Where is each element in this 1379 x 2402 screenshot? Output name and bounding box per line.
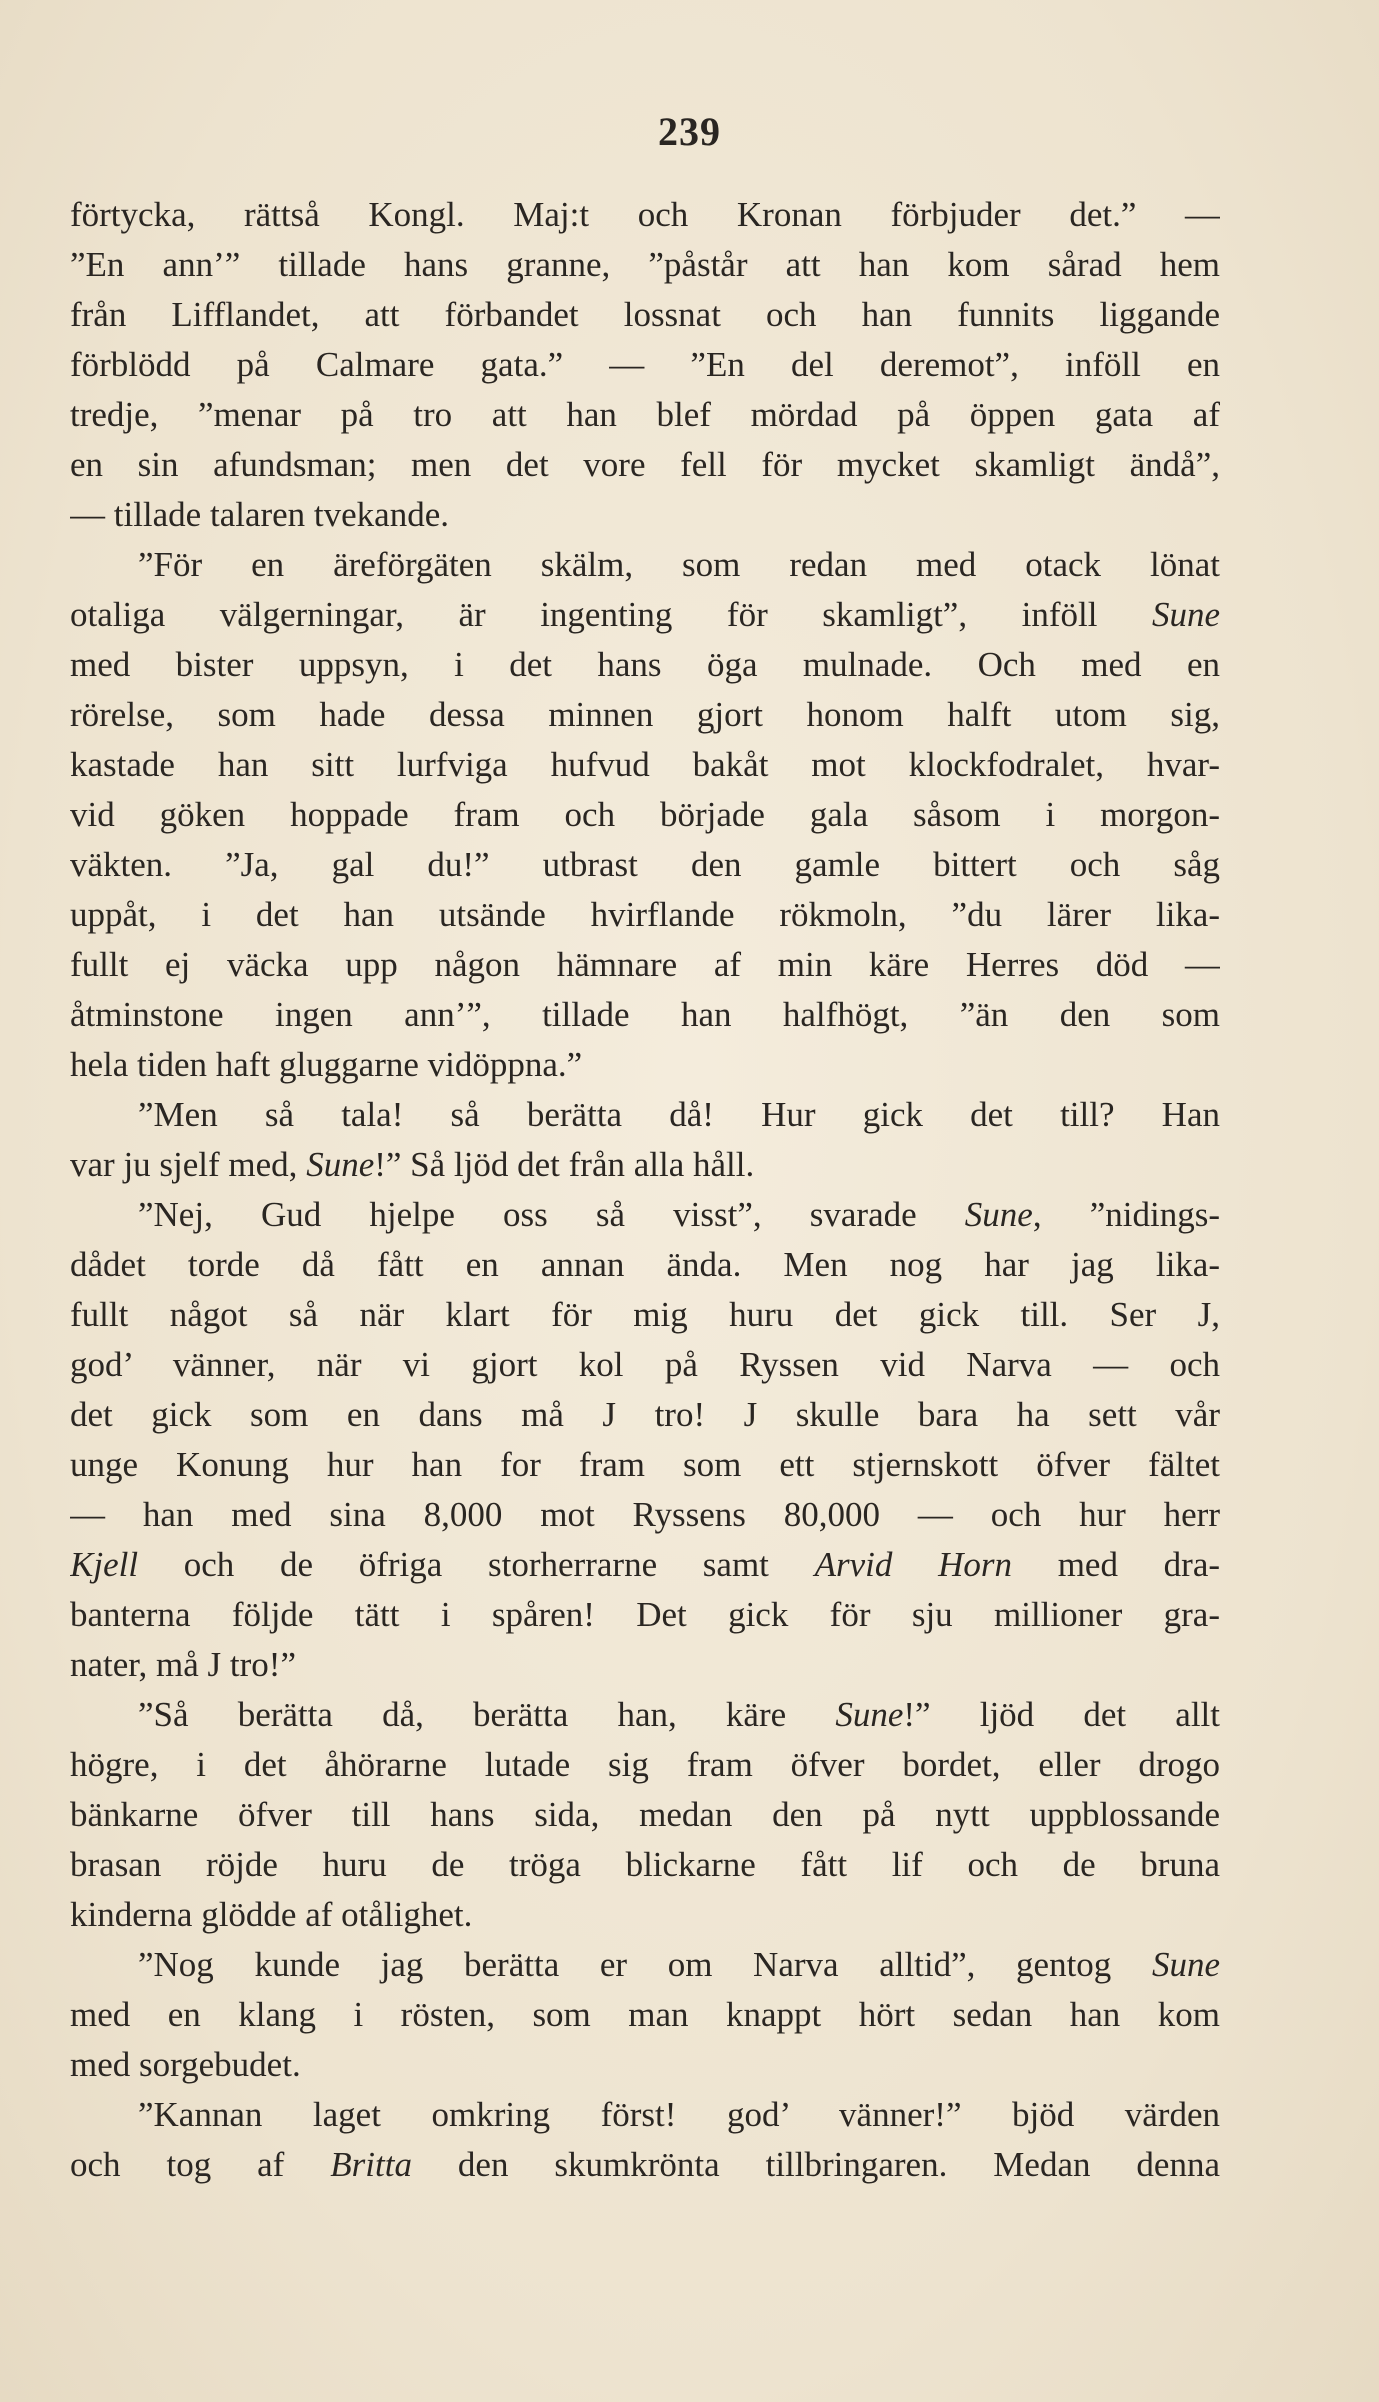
text-line: ”Nej, Gud hjelpe oss så visst”, svarade Sune, ”nidings- — [138, 1195, 1220, 1234]
proper-name: Britta — [330, 2145, 412, 2184]
text-line: Kjell och de öfriga storherrarne samt Arvid Horn med dra- — [70, 1545, 1220, 1584]
text-line: med sorgebudet. — [70, 2045, 301, 2084]
text-line: ”Så berätta då, berätta han, käre Sune!” ljöd det allt — [138, 1695, 1220, 1734]
text-line: kastade han sitt lurfviga hufvud bakåt mot klockfodralet, hvar- — [70, 745, 1220, 784]
text-line: ”Kannan laget omkring först! god’ vänner!” bjöd värden — [138, 2095, 1220, 2134]
text-line: god’ vänner, när vi gjort kol på Ryssen vid Narva — och — [70, 1345, 1220, 1384]
text-line: och tog af Britta den skumkrönta tillbringaren. Medan denna — [70, 2145, 1220, 2184]
text-line: banterna följde tätt i spåren! Det gick för sju millioner gra- — [70, 1595, 1220, 1634]
proper-name: Sune — [306, 1145, 375, 1184]
text-line: hela tiden haft gluggarne vidöppna.” — [70, 1045, 583, 1084]
text-line: — tillade talaren tvekande. — [70, 495, 450, 534]
text-line: vid göken hoppade fram och började gala såsom i morgon- — [70, 795, 1220, 834]
text-line: uppåt, i det han utsände hvirflande rökmoln, ”du lärer lika- — [70, 895, 1220, 934]
text-line: ”För en äreförgäten skälm, som redan med otack lönat — [138, 545, 1220, 584]
proper-name: Kjell — [70, 1545, 139, 1584]
proper-name: Arvid Horn — [814, 1545, 1012, 1584]
text-line: nater, må J tro!” — [70, 1645, 296, 1684]
text-line: var ju sjelf med, Sune!” Så ljöd det från alla håll. — [70, 1145, 755, 1184]
text-line: förtycka, rättså Kongl. Maj:t och Kronan förbjuder det.” — — [70, 195, 1220, 234]
text-line: unge Konung hur han for fram som ett stjernskott öfver fältet — [70, 1445, 1220, 1484]
proper-name: Sune — [964, 1195, 1033, 1234]
text-line: — han med sina 8,000 mot Ryssens 80,000 — och hur herr — [70, 1495, 1220, 1534]
text-line: bänkarne öfver till hans sida, medan den på nytt uppblossande — [70, 1795, 1220, 1834]
text-line: kinderna glödde af otålighet. — [70, 1895, 473, 1934]
text-line: väkten. ”Ja, gal du!” utbrast den gamle bittert och såg — [70, 845, 1220, 884]
page-number: 239 — [658, 109, 721, 154]
text-line: från Lifflandet, att förbandet lossnat och han funnits liggande — [70, 295, 1220, 334]
text-line: med bister uppsyn, i det hans öga mulnade. Och med en — [70, 645, 1220, 684]
proper-name: Sune — [835, 1695, 904, 1734]
text-line: ”Nog kunde jag berätta er om Narva alltid”, gentog Sune — [138, 1945, 1220, 1984]
text-line: ”Men så tala! så berätta då! Hur gick det till? Han — [138, 1095, 1220, 1134]
text-line: fullt ej väcka upp någon hämnare af min käre Herres död — — [70, 945, 1220, 984]
body-text — [70, 190, 1220, 2190]
text-line: tredje, ”menar på tro att han blef mördad på öppen gata af — [70, 395, 1220, 434]
proper-name: Sune — [1151, 1945, 1220, 1984]
text-line: åtminstone ingen ann’”, tillade han halfhögt, ”än den som — [70, 995, 1220, 1034]
text-line: dådet torde då fått en annan ända. Men nog har jag lika- — [70, 1245, 1220, 1284]
text-line: en sin afundsman; men det vore fell för mycket skamligt ändå”, — [70, 445, 1220, 484]
text-line: det gick som en dans må J tro! J skulle bara ha sett vår — [70, 1395, 1220, 1434]
text-line: fullt något så när klart för mig huru det gick till. Ser J, — [70, 1295, 1220, 1334]
text-line: otaliga välgerningar, är ingenting för skamligt”, inföll Sune — [70, 595, 1220, 634]
proper-name: Sune — [1151, 595, 1220, 634]
text-line: med en klang i rösten, som man knappt hört sedan han kom — [70, 1995, 1220, 2034]
text-line: rörelse, som hade dessa minnen gjort honom halft utom sig, — [70, 695, 1220, 734]
text-line: högre, i det åhörarne lutade sig fram öfver bordet, eller drogo — [70, 1745, 1220, 1784]
text-line: ”En ann’” tillade hans granne, ”påstår att han kom sårad hem — [70, 245, 1220, 284]
text-line: förblödd på Calmare gata.” — ”En del deremot”, inföll en — [70, 345, 1220, 384]
text-line: brasan röjde huru de tröga blickarne fått lif och de bruna — [70, 1845, 1220, 1884]
